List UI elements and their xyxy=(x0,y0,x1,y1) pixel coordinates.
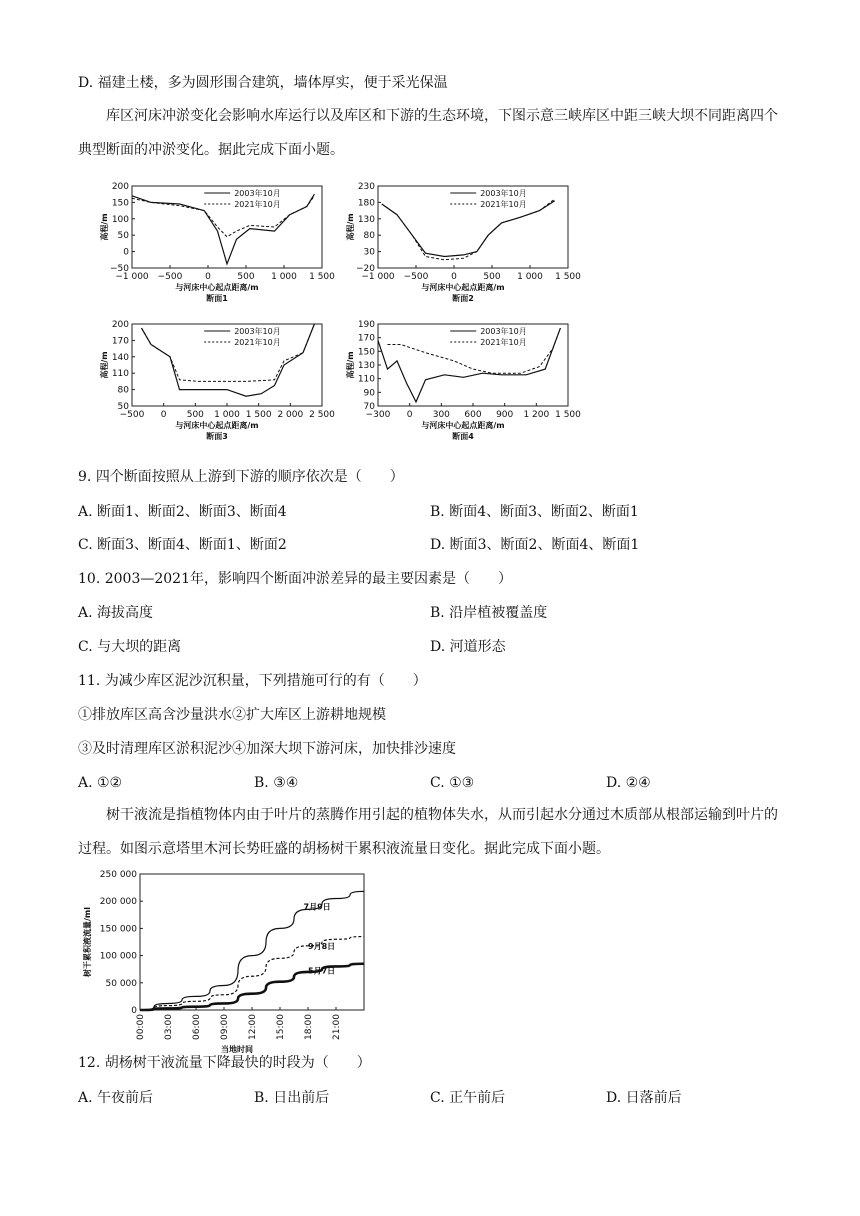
x-tick-label: 12:00 xyxy=(248,1014,258,1040)
profile-2021-line xyxy=(388,328,561,373)
y-tick-label: 0 xyxy=(131,1006,137,1016)
q12-option-c[interactable]: C. 正午前后 xyxy=(430,1090,506,1106)
x-tick-label: 2 000 xyxy=(277,410,304,420)
y-tick-label: 180 xyxy=(357,198,375,209)
x-tick-label: 0 xyxy=(451,272,457,282)
q10-option-a[interactable]: A. 海拔高度 xyxy=(78,605,154,621)
passage-2: 树干液流是指植物体内由于叶片的蒸腾作用引起的植物体失水，从而引起水分通过木质部从根部运输到叶片的过程。如图示意塔里木河长势旺盛的胡杨树干累积液流量日变化。据此完成下面小题。 xyxy=(78,807,778,857)
y-tick-label: 130 xyxy=(357,361,375,371)
x-tick-label: 00:00 xyxy=(136,1014,146,1040)
y-tick-label: −50 xyxy=(110,264,129,274)
question-12: 12. 胡杨树干液流量下降最快的时段为（ ） xyxy=(78,1055,371,1071)
legend-label-2003: 2003年10月 xyxy=(480,189,527,198)
plot-frame xyxy=(132,186,322,268)
q9-option-c[interactable]: C. 断面3、断面4、断面1、断面2 xyxy=(78,537,287,553)
legend-label-2003: 2003年10月 xyxy=(480,327,527,336)
profile-2003-line xyxy=(132,194,314,264)
cross-section-panel-2 xyxy=(345,182,581,303)
y-tick-label: 190 xyxy=(357,320,375,330)
y-tick-label: 70 xyxy=(363,402,375,412)
x-tick-label: 1 000 xyxy=(214,410,240,420)
profile-2021-line xyxy=(132,196,314,237)
y-tick-label: 50 xyxy=(117,231,129,242)
question-10: 10. 2003—2021年，影响四个断面冲淤差异的最主要因素是（ ） xyxy=(78,571,512,587)
y-tick-label: 150 xyxy=(357,347,375,358)
passage-1: 库区河床冲淤变化会影响水库运行以及库区和下游的生态环境，下图示意三峡库区中距三峡大坝不同距离四个典型断面的冲淤变化。据此完成下面小题。 xyxy=(78,108,778,158)
x-axis-label: 与河床中心起点距离/m xyxy=(175,283,259,292)
y-axis-label: 高程/m xyxy=(100,213,109,241)
y-tick-label: 30 xyxy=(363,247,375,258)
x-tick-label: 1 200 xyxy=(523,410,550,420)
x-axis-label: 当地时间 xyxy=(221,1045,253,1054)
y-axis-label: 高程/m xyxy=(346,351,355,379)
y-tick-label: 90 xyxy=(363,388,375,399)
legend-label-2021: 2021年10月 xyxy=(480,200,527,209)
q11-option-d[interactable]: D. ②④ xyxy=(606,775,651,791)
q11-option-b[interactable]: B. ③④ xyxy=(254,775,299,791)
x-tick-label: 09:00 xyxy=(220,1014,230,1040)
y-tick-label: 150 xyxy=(111,198,129,209)
x-tick-label: −500 xyxy=(403,272,429,282)
x-tick-label: 1 000 xyxy=(271,272,297,282)
q12-option-a[interactable]: A. 午夜前后 xyxy=(78,1090,154,1106)
x-tick-label: 500 xyxy=(483,272,501,282)
y-axis-label: 高程/m xyxy=(346,213,355,241)
q12-option-d[interactable]: D. 日落前后 xyxy=(606,1090,682,1106)
x-tick-label: −1 000 xyxy=(361,272,395,282)
question-11: 11. 为减少库区泥沙沉积量，下列措施可行的有（ ） xyxy=(78,673,427,689)
y-tick-label: 100 xyxy=(111,214,129,225)
x-tick-label: 03:00 xyxy=(164,1014,174,1040)
q10-option-c[interactable]: C. 与大坝的距离 xyxy=(78,639,182,655)
legend-label-2021: 2021年10月 xyxy=(480,338,527,347)
q10-option-d[interactable]: D. 河道形态 xyxy=(430,639,506,655)
profile-2021-line xyxy=(382,199,555,260)
y-axis-label: 高程/m xyxy=(100,351,109,379)
series-label-3: 5月7日 xyxy=(308,966,336,976)
cross-section-figure xyxy=(0,178,860,448)
x-axis-label: 与河床中心起点距离/m xyxy=(421,283,505,292)
x-tick-label: 0 xyxy=(406,410,413,420)
x-tick-label: 1 000 xyxy=(517,272,543,282)
x-tick-label: −500 xyxy=(119,410,145,420)
y-tick-label: −20 xyxy=(356,264,375,274)
y-tick-label: 110 xyxy=(357,374,375,385)
q11-option-c[interactable]: C. ①③ xyxy=(430,775,475,791)
cross-section-panel-3 xyxy=(99,320,335,441)
legend-label-2021: 2021年10月 xyxy=(234,200,281,209)
x-tick-label: −300 xyxy=(365,410,391,420)
y-tick-label: 130 xyxy=(357,214,375,225)
x-tick-label: −1 000 xyxy=(115,272,149,282)
q11-stem-1: ①排放库区高含沙量洪水②扩大库区上游耕地规模 xyxy=(78,707,386,723)
x-tick-label: 1 500 xyxy=(555,410,581,420)
legend-label-2003: 2003年10月 xyxy=(234,189,281,198)
legend-label-2003: 2003年10月 xyxy=(234,327,281,336)
y-tick-label: 170 xyxy=(357,333,375,344)
y-tick-label: 50 000 xyxy=(105,978,137,989)
cross-section-panel-4 xyxy=(345,320,581,441)
top-option-d: D. 福建土楼，多为圆形围合建筑，墙体厚实，便于采光保温 xyxy=(78,75,448,91)
question-9: 9. 四个断面按照从上游到下游的顺序依次是（ ） xyxy=(78,469,404,485)
q10-option-b[interactable]: B. 沿岸植被覆盖度 xyxy=(430,605,548,621)
q11-stem-2: ③及时清理库区淤积泥沙④加深大坝下游河床，加快排沙速度 xyxy=(78,741,456,757)
q9-option-a[interactable]: A. 断面1、断面2、断面3、断面4 xyxy=(78,504,287,520)
y-tick-label: 200 xyxy=(111,182,129,192)
x-tick-label: 18:00 xyxy=(304,1014,314,1040)
x-tick-label: 500 xyxy=(186,410,204,420)
y-tick-label: 250 000 xyxy=(99,870,137,880)
x-tick-label: 1 500 xyxy=(309,272,335,282)
y-axis-label: 树干累积液流量/ml xyxy=(83,907,92,977)
profile-2021-line xyxy=(142,324,315,381)
x-tick-label: −500 xyxy=(157,272,183,282)
x-tick-label: 1 500 xyxy=(245,410,272,420)
x-tick-label: 900 xyxy=(496,410,514,420)
x-tick-label: 1 500 xyxy=(555,272,581,282)
y-tick-label: 80 xyxy=(117,385,129,396)
y-tick-label: 200 000 xyxy=(99,897,137,908)
x-tick-label: 21:00 xyxy=(332,1014,342,1040)
y-tick-label: 50 xyxy=(117,402,129,412)
x-tick-label: 500 xyxy=(237,272,255,282)
y-tick-label: 140 xyxy=(111,352,129,363)
y-tick-label: 0 xyxy=(123,247,129,258)
y-tick-label: 170 xyxy=(111,336,129,347)
q9-option-b[interactable]: B. 断面4、断面3、断面2、断面1 xyxy=(430,504,639,520)
q12-option-b[interactable]: B. 日出前后 xyxy=(254,1090,330,1106)
y-tick-label: 150 000 xyxy=(99,924,137,935)
y-tick-label: 230 xyxy=(357,182,375,192)
x-tick-label: 06:00 xyxy=(192,1014,202,1040)
x-tick-label: 300 xyxy=(432,410,450,420)
panel-title: 断面3 xyxy=(206,432,228,441)
x-tick-label: 0 xyxy=(205,272,211,282)
plot-frame xyxy=(378,324,568,406)
x-tick-label: 0 xyxy=(160,410,167,420)
plot-frame xyxy=(132,324,322,406)
profile-2003-line xyxy=(378,328,560,402)
x-axis-label: 与河床中心起点距离/m xyxy=(421,421,505,430)
q11-option-a[interactable]: A. ①② xyxy=(78,775,123,791)
y-tick-label: 100 000 xyxy=(99,951,137,962)
series-label-2: 9月8日 xyxy=(308,941,336,951)
legend-label-2021: 2021年10月 xyxy=(234,338,281,347)
x-tick-label: 600 xyxy=(464,410,482,420)
series-label-1: 7月9日 xyxy=(303,902,331,912)
panel-title: 断面4 xyxy=(452,432,474,441)
panel-title: 断面1 xyxy=(206,294,228,303)
y-tick-label: 80 xyxy=(363,231,375,242)
x-axis-label: 与河床中心起点距离/m xyxy=(175,421,259,430)
y-tick-label: 200 xyxy=(111,320,129,330)
x-tick-label: 2 500 xyxy=(309,410,335,420)
y-tick-label: 110 xyxy=(111,369,129,380)
panel-title: 断面2 xyxy=(452,294,474,303)
sap-flow-chart xyxy=(78,866,378,1056)
profile-2003-line xyxy=(142,324,315,396)
q9-option-d[interactable]: D. 断面3、断面2、断面4、断面1 xyxy=(430,537,640,553)
cross-section-panel-1 xyxy=(99,182,335,303)
x-tick-label: 15:00 xyxy=(276,1014,286,1040)
